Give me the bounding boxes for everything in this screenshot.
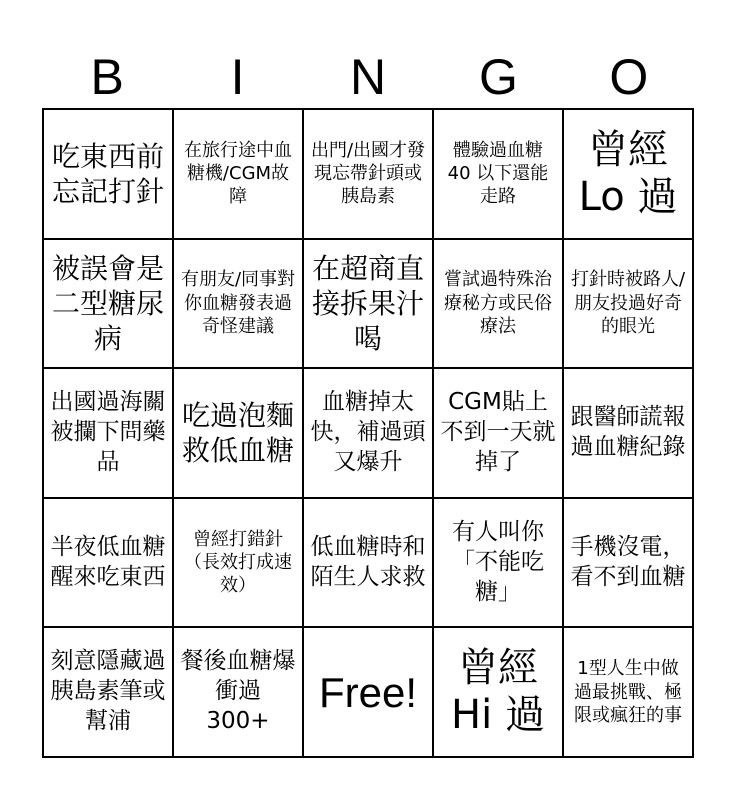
bingo-cell[interactable]: 嘗試過特殊治療秘方或民俗療法: [434, 240, 564, 370]
bingo-cell[interactable]: 刻意隱藏過胰島素筆或幫浦: [44, 628, 174, 758]
bingo-cell[interactable]: 跟醫師謊報過血糖紀錄: [564, 369, 694, 499]
bingo-cell[interactable]: 半夜低血糖醒來吃東西: [44, 499, 174, 629]
bingo-cell[interactable]: CGM貼上不到一天就掉了: [434, 369, 564, 499]
bingo-grid: [42, 108, 694, 758]
bingo-cell[interactable]: 曾經打錯針（長效打成速效）: [174, 499, 304, 629]
bingo-cell[interactable]: 出國過海關被攔下問藥品: [44, 369, 174, 499]
bingo-cell[interactable]: 有朋友/同事對你血糖發表過奇怪建議: [174, 240, 304, 370]
bingo-cell[interactable]: 曾經 Lo 過: [564, 110, 694, 240]
bingo-cell[interactable]: 手機沒電，看不到血糖: [564, 499, 694, 629]
header-letter-n: N: [349, 49, 387, 105]
bingo-cell[interactable]: 打針時被路人/朋友投過好奇的眼光: [564, 240, 694, 370]
bingo-cell[interactable]: 血糖掉太快，補過頭又爆升: [304, 369, 434, 499]
bingo-cell[interactable]: 餐後血糖爆衝過 300+: [174, 628, 304, 758]
bingo-header: [42, 48, 694, 106]
bingo-cell[interactable]: 1型人生中做過最挑戰、極限或瘋狂的事: [564, 628, 694, 758]
header-letter-o: O: [609, 49, 649, 105]
header-letter-b: B: [90, 49, 124, 105]
bingo-cell[interactable]: 曾經 Hi 過: [434, 628, 564, 758]
bingo-cell[interactable]: 低血糖時和陌生人求救: [304, 499, 434, 629]
header-letter-i: I: [230, 49, 245, 105]
bingo-cell[interactable]: 在超商直接拆果汁喝: [304, 240, 434, 370]
free-cell[interactable]: Free!: [304, 628, 434, 758]
bingo-cell[interactable]: 在旅行途中血糖機/CGM故障: [174, 110, 304, 240]
bingo-cell[interactable]: 被誤會是二型糖尿病: [44, 240, 174, 370]
bingo-cell[interactable]: 吃過泡麵救低血糖: [174, 369, 304, 499]
bingo-cell[interactable]: 出門/出國才發現忘帶針頭或胰島素: [304, 110, 434, 240]
bingo-cell[interactable]: 吃東西前忘記打針: [44, 110, 174, 240]
bingo-cell[interactable]: 有人叫你「不能吃糖」: [434, 499, 564, 629]
bingo-cell[interactable]: 體驗過血糖 40 以下還能走路: [434, 110, 564, 240]
header-letter-g: G: [478, 49, 518, 105]
